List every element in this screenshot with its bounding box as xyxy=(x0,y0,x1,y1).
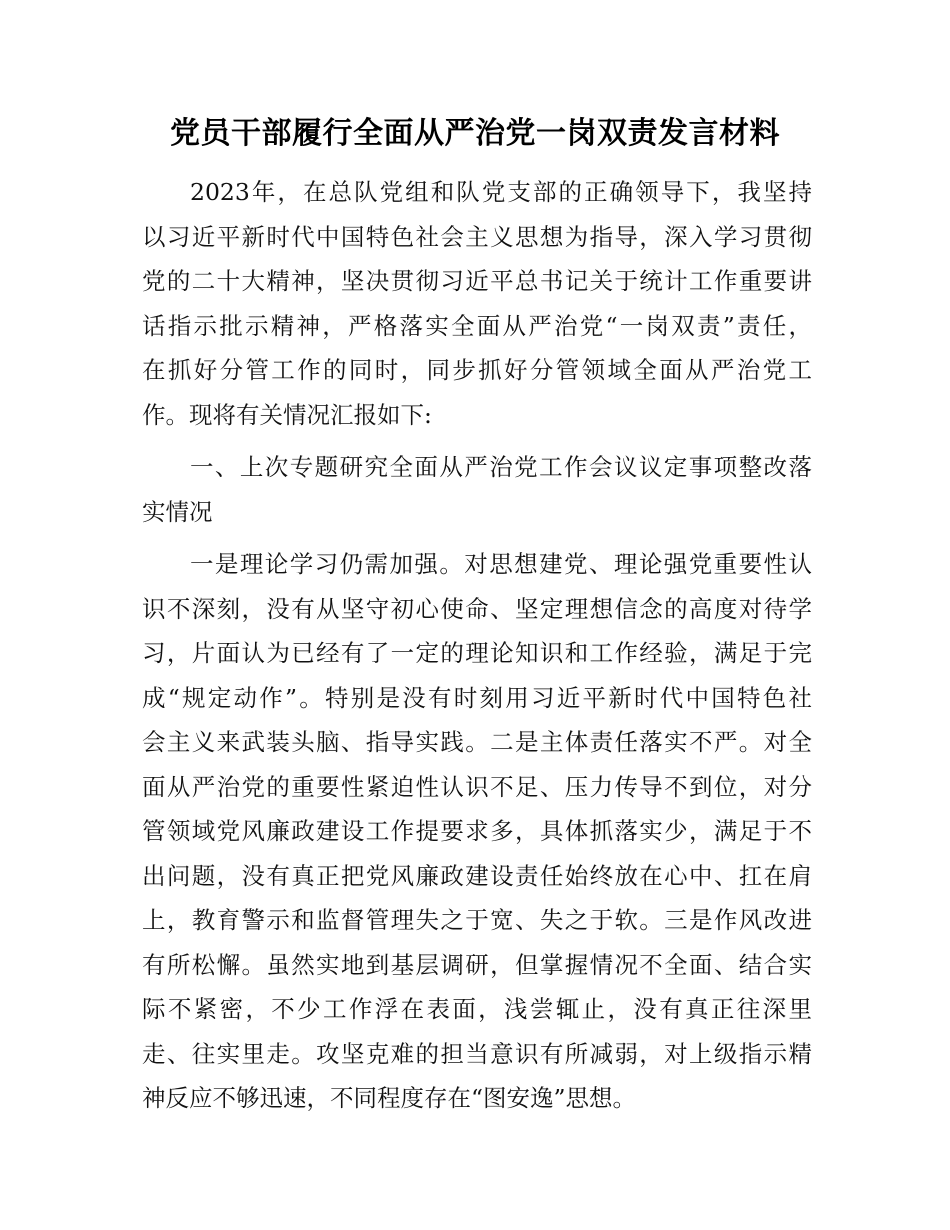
text-line: 识不深刻，没有从坚守初心使命、坚定理想信念的高度对待学 xyxy=(142,594,812,623)
text-line: 实情况 xyxy=(142,497,213,526)
text-line: 以习近平新时代中国特色社会主义思想为指导，深入学习贯彻 xyxy=(142,222,812,251)
document-title: 党员干部履行全面从严治党一岗双责发言材料 xyxy=(170,116,780,151)
text-line: 神反应不够迅速，不同程度存在“图安逸”思想。 xyxy=(142,1084,637,1112)
text-line: 际不紧密，不少工作浮在表面，浅尝辄止，没有真正往深里 xyxy=(142,995,812,1023)
text-line: 一、上次专题研究全面从严治党工作会议议定事项整改落 xyxy=(190,453,812,481)
text-line: 管领域党风廉政建设工作提要求多，具体抓落实少，满足于不 xyxy=(142,817,812,845)
text-line: 作。现将有关情况汇报如下: xyxy=(142,400,432,429)
document-body xyxy=(142,170,812,1121)
text-line: 话指示批示精神，严格落实全面从严治党“一岗双责”责任， xyxy=(142,311,812,340)
text-line: 面从严治党的重要性紧迫性认识不足、压力传导不到位，对分 xyxy=(142,772,812,801)
text-line: 会主义来武装头脑、指导实践。二是主体责任落实不严。对全 xyxy=(142,728,812,756)
text-line: 一是理论学习仍需加强。对思想建党、理论强党重要性认 xyxy=(190,550,812,578)
text-line: 上，教育警示和监督管理失之于宽、失之于软。三是作风改进 xyxy=(142,906,812,934)
paragraph-intro xyxy=(142,170,812,437)
section-heading-1 xyxy=(142,445,812,534)
text-line: 党的二十大精神，坚决贯彻习近平总书记关于统计工作重要讲 xyxy=(142,267,812,295)
text-line: 习，片面认为已经有了一定的理论知识和工作经验，满足于完 xyxy=(142,639,812,667)
text-line: 出问题，没有真正把党风廉政建设责任始终放在心中、扛在肩 xyxy=(142,861,812,890)
text-line: 成“规定动作”。特别是没有时刻用习近平新时代中国特色社 xyxy=(142,683,812,712)
text-line: 在抓好分管工作的同时，同步抓好分管领域全面从严治党工 xyxy=(142,356,812,384)
text-line: 有所松懈。虽然实地到基层调研，但掌握情况不全面、结合实 xyxy=(142,950,812,979)
text-line: 2023年，在总队党组和队党支部的正确领导下，我坚持 xyxy=(190,178,812,206)
paragraph-findings xyxy=(142,542,812,1121)
text-line: 走、往实里走。攻坚克难的担当意识有所减弱，对上级指示精 xyxy=(142,1039,812,1068)
